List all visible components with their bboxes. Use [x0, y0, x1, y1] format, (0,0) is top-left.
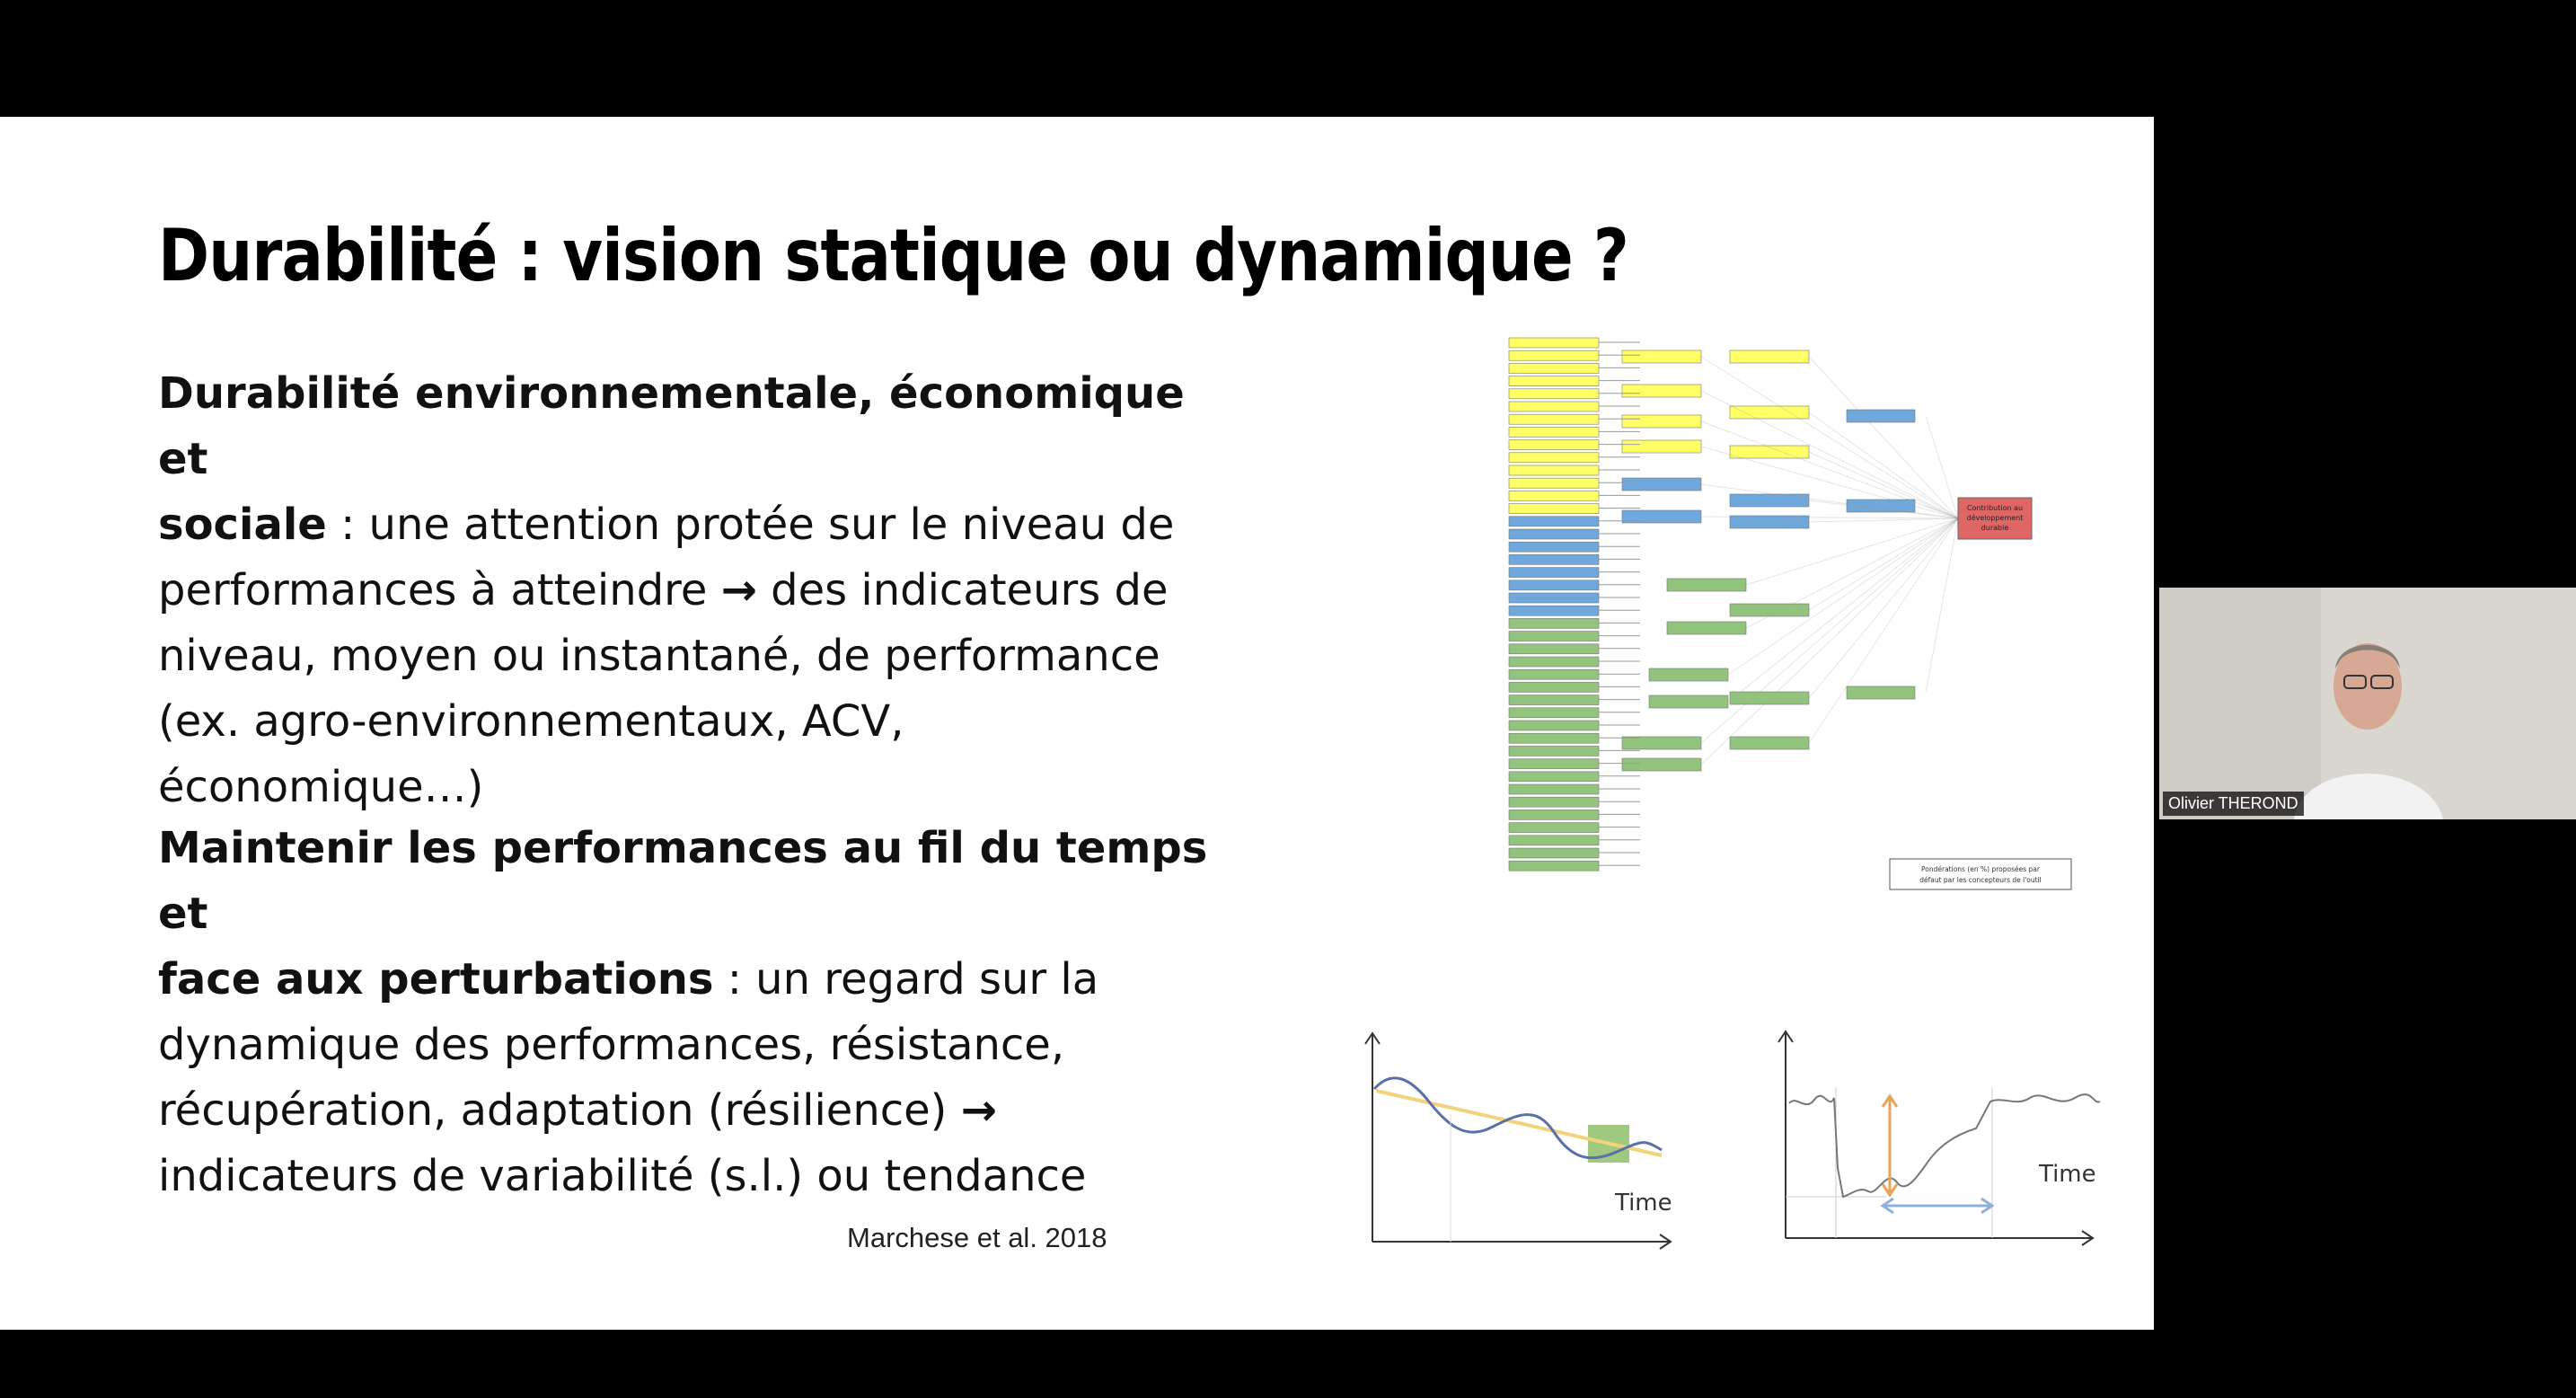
diagram-connector	[1809, 518, 1958, 522]
diagram-node-box	[1730, 737, 1809, 749]
diagram-leaf-box	[1509, 554, 1599, 564]
diagram-node-box	[1847, 686, 1915, 699]
diagram-connector	[1809, 518, 1958, 743]
diagram-leaf-box	[1509, 350, 1599, 360]
weights-note-1: Pondérations (en %) proposées par	[1921, 865, 2040, 873]
participant-name: Olivier THEROND	[2163, 792, 2304, 816]
diagram-node-box	[1622, 385, 1701, 397]
diagram-leaf-box	[1509, 593, 1599, 603]
diagram-node-box	[1622, 737, 1701, 749]
diagram-leaf-box	[1509, 478, 1599, 488]
diagram-connector	[1809, 518, 1958, 610]
diagram-connector	[1701, 518, 1958, 765]
diagram-leaf-box	[1509, 823, 1599, 833]
diagram-connector	[1926, 416, 1958, 518]
diagram-connector	[1809, 357, 1958, 518]
diagram-leaf-box	[1509, 504, 1599, 514]
diagram-node-box	[1622, 415, 1701, 428]
participant-video	[2159, 588, 2576, 819]
diagram-leaf-box	[1509, 772, 1599, 782]
output-label-1: Contribution au	[1966, 504, 2024, 512]
diagram-leaf-box	[1509, 632, 1599, 641]
diagram-leaf-box	[1509, 810, 1599, 819]
diagram-leaf-box	[1509, 338, 1599, 348]
diagram-leaf-box	[1509, 491, 1599, 500]
diagram-node-box	[1649, 695, 1728, 708]
p2-bold-1: Maintenir les performances au fil du temps et	[158, 823, 1208, 939]
diagram-node-box	[1622, 478, 1701, 491]
diagram-leaf-box	[1509, 606, 1599, 615]
right-chart	[1778, 1031, 2100, 1245]
slide-title: Durabilité : vision statique ou dynamique ?	[158, 214, 1628, 297]
p2-line-3: dynamique des performances, résistance,	[158, 1020, 1065, 1070]
citation: Marchese et al. 2018	[847, 1222, 1107, 1253]
diagram-node-box	[1667, 579, 1746, 591]
diagram-leaf-box	[1509, 542, 1599, 552]
slide	[0, 117, 2154, 1330]
diagram-leaf-box	[1509, 695, 1599, 705]
left-chart	[1365, 1033, 1672, 1249]
p1-bold-2: sociale	[158, 500, 327, 550]
diagram-leaf-box	[1509, 402, 1599, 411]
p2-line-4a: récupération, adaptation (résilience)	[158, 1085, 961, 1136]
diagram-node-box	[1649, 668, 1728, 681]
left-trend-line	[1376, 1091, 1662, 1155]
diagram-leaf-box	[1509, 746, 1599, 756]
diagram-leaf-box	[1509, 414, 1599, 424]
diagram-leaf-box	[1509, 389, 1599, 399]
diagram-leaf-box	[1509, 721, 1599, 730]
p1-line-5: (ex. agro-environnementaux, ACV,	[158, 696, 904, 747]
output-label-2: développement	[1966, 514, 2024, 522]
diagram-leaf-box	[1509, 644, 1599, 654]
diagram-leaf-box	[1509, 580, 1599, 590]
diagram-leaf-box	[1509, 453, 1599, 463]
weights-note-2: défaut par les concepteurs de l'outil	[1919, 876, 2042, 884]
p2-line-2: : un regard sur la	[713, 954, 1099, 1004]
paragraph-dynamic	[158, 816, 1236, 1209]
diagram-leaf-box	[1509, 465, 1599, 475]
diagram-leaf-box	[1509, 708, 1599, 718]
p1-line-4: niveau, moyen ou instantané, de performance	[158, 631, 1160, 681]
left-xlabel: Time	[1615, 1190, 1672, 1217]
p2-line-5: indicateurs de variabilité (s.l.) ou tendance	[158, 1151, 1087, 1201]
resilience-charts	[1347, 898, 2156, 1258]
diagram-node-box	[1730, 604, 1809, 616]
p1-line-3b: des indicateurs de	[756, 565, 1169, 615]
diagram-leaf-box	[1509, 682, 1599, 692]
diagram-node-box	[1730, 350, 1809, 363]
p1-line-2: : une attention protée sur le niveau de	[326, 500, 1175, 550]
diagram-leaf-box	[1509, 848, 1599, 858]
diagram-node-box	[1730, 692, 1809, 704]
right-xlabel: Time	[2039, 1161, 2096, 1188]
p1-line-6: économique…)	[158, 762, 484, 812]
diagram-leaf-box	[1509, 797, 1599, 807]
diagram-leaf-box	[1509, 669, 1599, 679]
diagram-leaf-box	[1509, 618, 1599, 628]
diagram-node-box	[1622, 758, 1701, 771]
diagram-connector	[1701, 447, 1958, 518]
diagram-node-box	[1622, 350, 1701, 363]
diagram-leaf-box	[1509, 427, 1599, 437]
diagram-node-box	[1730, 494, 1809, 507]
diagram-connector	[1728, 518, 1958, 675]
p2-bold-2: face aux perturbations	[158, 954, 714, 1004]
diagram-node-box	[1847, 410, 1915, 422]
diagram-leaf-box	[1509, 363, 1599, 373]
diagram-leaf-box	[1509, 440, 1599, 450]
diagram-leaf-box	[1509, 376, 1599, 386]
participant-video-tile[interactable]	[2159, 588, 2576, 819]
diagram-leaf-box	[1509, 657, 1599, 667]
weights-note-box	[1890, 859, 2071, 889]
diagram-leaf-box	[1509, 529, 1599, 539]
diagram-leaf-box	[1509, 836, 1599, 845]
diagram-node-box	[1622, 440, 1701, 453]
diagram-leaf-box	[1509, 784, 1599, 794]
diagram-leaf-box	[1509, 861, 1599, 871]
paragraph-static	[158, 361, 1236, 820]
diagram-leaf-box	[1509, 759, 1599, 769]
arrow-icon: →	[720, 565, 757, 615]
diagram-connector	[1809, 518, 1958, 698]
diagram-leaf-box	[1509, 517, 1599, 526]
p1-line-3a: performances à atteindre	[158, 565, 721, 615]
p1-bold-1: Durabilité environnementale, économique et	[158, 368, 1185, 484]
arrow-icon: →	[960, 1085, 997, 1136]
diagram-leaf-box	[1509, 733, 1599, 743]
indicator-tree-diagram	[1505, 334, 2077, 898]
diagram-node-box	[1667, 622, 1746, 634]
diagram-leaf-box	[1509, 568, 1599, 578]
output-label-3: durable	[1981, 524, 2009, 532]
